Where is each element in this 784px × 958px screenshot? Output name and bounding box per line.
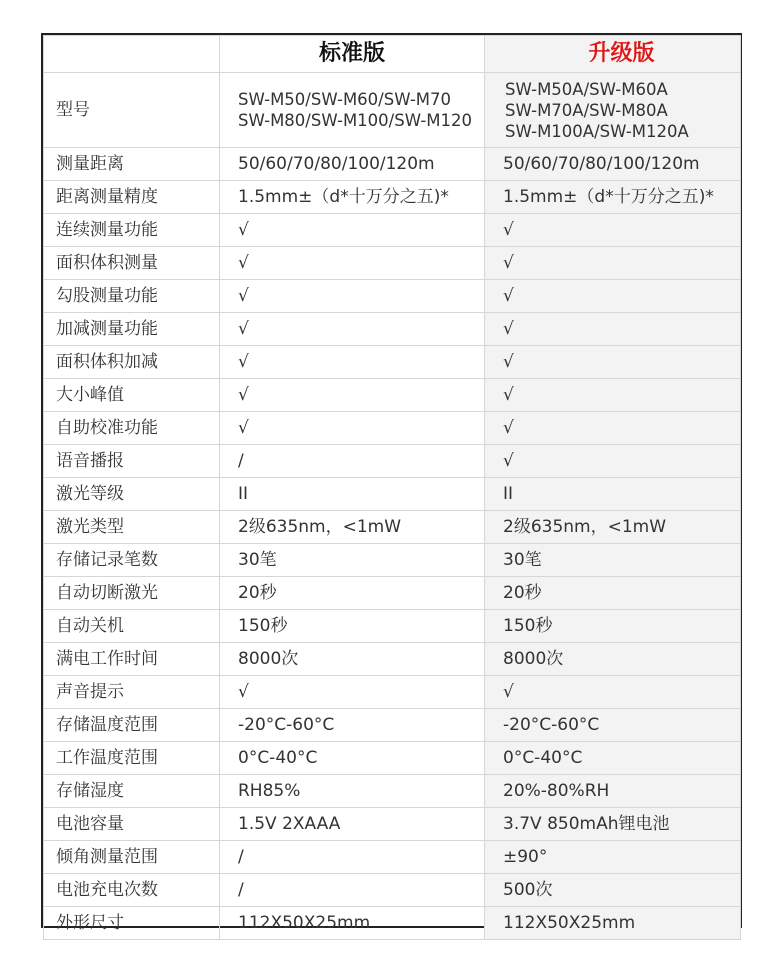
row-label: 距离测量精度 bbox=[44, 181, 220, 214]
model-row bbox=[44, 73, 741, 148]
upgrade-value: 20%-80%RH bbox=[485, 775, 741, 808]
upgrade-value: 0°C-40°C bbox=[485, 742, 741, 775]
standard-value: 20秒 bbox=[220, 577, 485, 610]
spec-row bbox=[44, 313, 741, 346]
standard-value: II bbox=[220, 478, 485, 511]
upgrade-value: 8000次 bbox=[485, 643, 741, 676]
standard-value: 0°C-40°C bbox=[220, 742, 485, 775]
row-label: 大小峰值 bbox=[44, 379, 220, 412]
standard-value: √ bbox=[220, 280, 485, 313]
row-label: 语音播报 bbox=[44, 445, 220, 478]
spec-row bbox=[44, 874, 741, 907]
row-label: 勾股测量功能 bbox=[44, 280, 220, 313]
row-label: 连续测量功能 bbox=[44, 214, 220, 247]
standard-value: / bbox=[220, 841, 485, 874]
spec-row bbox=[44, 214, 741, 247]
upgrade-value: √ bbox=[485, 346, 741, 379]
spec-row bbox=[44, 775, 741, 808]
standard-model-line: SW-M80/SW-M100/SW-M120 bbox=[238, 111, 473, 130]
row-label: 测量距离 bbox=[44, 148, 220, 181]
spec-row bbox=[44, 445, 741, 478]
spec-row bbox=[44, 577, 741, 610]
upgrade-value: √ bbox=[485, 412, 741, 445]
row-label: 自助校准功能 bbox=[44, 412, 220, 445]
row-label: 加减测量功能 bbox=[44, 313, 220, 346]
spec-row bbox=[44, 676, 741, 709]
standard-value: 112X50X25mm bbox=[220, 907, 485, 940]
row-label: 声音提示 bbox=[44, 676, 220, 709]
spec-row bbox=[44, 511, 741, 544]
upgrade-value: √ bbox=[485, 676, 741, 709]
row-label: 外形尺寸 bbox=[44, 907, 220, 940]
spec-row bbox=[44, 148, 741, 181]
row-label: 电池充电次数 bbox=[44, 874, 220, 907]
upgrade-model-line: SW-M100A/SW-M120A bbox=[505, 121, 689, 141]
standard-value: √ bbox=[220, 214, 485, 247]
spec-row bbox=[44, 907, 741, 940]
upgrade-value: 150秒 bbox=[485, 610, 741, 643]
standard-value: 2级635nm，<1mW bbox=[220, 511, 485, 544]
upgrade-value: √ bbox=[485, 445, 741, 478]
upgrade-value: √ bbox=[485, 247, 741, 280]
upgrade-value: 50/60/70/80/100/120m bbox=[485, 148, 741, 181]
upgrade-value: √ bbox=[485, 379, 741, 412]
standard-value: 150秒 bbox=[220, 610, 485, 643]
upgrade-value: 30笔 bbox=[485, 544, 741, 577]
header-row bbox=[44, 36, 741, 73]
upgrade-value: 20秒 bbox=[485, 577, 741, 610]
upgrade-model-cell bbox=[485, 73, 741, 148]
upgrade-value: 1.5mm±（d*十万分之五)* bbox=[485, 181, 741, 214]
standard-value: RH85% bbox=[220, 775, 485, 808]
standard-value: √ bbox=[220, 346, 485, 379]
spec-row bbox=[44, 610, 741, 643]
standard-value: 30笔 bbox=[220, 544, 485, 577]
standard-value: 50/60/70/80/100/120m bbox=[220, 148, 485, 181]
spec-row bbox=[44, 478, 741, 511]
standard-model-line: SW-M50/SW-M60/SW-M70 bbox=[238, 90, 452, 109]
spec-row bbox=[44, 808, 741, 841]
upgrade-value: 3.7V 850mAh锂电池 bbox=[485, 808, 741, 841]
upgrade-value: ±90° bbox=[485, 841, 741, 874]
row-label: 自动切断激光 bbox=[44, 577, 220, 610]
standard-value: √ bbox=[220, 676, 485, 709]
row-label: 面积体积加减 bbox=[44, 346, 220, 379]
upgrade-value: √ bbox=[485, 313, 741, 346]
spec-row bbox=[44, 181, 741, 214]
row-label: 存储湿度 bbox=[44, 775, 220, 808]
standard-value: 8000次 bbox=[220, 643, 485, 676]
spec-row bbox=[44, 709, 741, 742]
upgrade-model-line: SW-M70A/SW-M80A bbox=[505, 100, 668, 120]
standard-value: √ bbox=[220, 313, 485, 346]
standard-value: / bbox=[220, 445, 485, 478]
spec-row bbox=[44, 544, 741, 577]
spec-row bbox=[44, 247, 741, 280]
spec-comparison-sheet bbox=[41, 33, 742, 933]
header-upgrade: 升级版 bbox=[485, 36, 741, 73]
standard-value: √ bbox=[220, 247, 485, 280]
upgrade-value: 112X50X25mm bbox=[485, 907, 741, 940]
header-blank-cell bbox=[44, 36, 220, 73]
standard-value: 1.5V 2XAAA bbox=[220, 808, 485, 841]
spec-row bbox=[44, 742, 741, 775]
upgrade-value: -20°C-60°C bbox=[485, 709, 741, 742]
row-label: 自动关机 bbox=[44, 610, 220, 643]
upgrade-value: II bbox=[485, 478, 741, 511]
row-label: 型号 bbox=[44, 73, 220, 148]
row-label: 存储记录笔数 bbox=[44, 544, 220, 577]
standard-value: √ bbox=[220, 412, 485, 445]
row-label: 倾角测量范围 bbox=[44, 841, 220, 874]
row-label: 工作温度范围 bbox=[44, 742, 220, 775]
row-label: 激光等级 bbox=[44, 478, 220, 511]
standard-value: √ bbox=[220, 379, 485, 412]
row-label: 存储温度范围 bbox=[44, 709, 220, 742]
spec-row bbox=[44, 280, 741, 313]
standard-model-cell bbox=[220, 73, 485, 148]
upgrade-model-line: SW-M50A/SW-M60A bbox=[505, 79, 668, 99]
row-label: 面积体积测量 bbox=[44, 247, 220, 280]
spec-row bbox=[44, 346, 741, 379]
upgrade-value: √ bbox=[485, 214, 741, 247]
header-standard: 标准版 bbox=[220, 36, 485, 73]
row-label: 满电工作时间 bbox=[44, 643, 220, 676]
spec-row bbox=[44, 643, 741, 676]
standard-value: 1.5mm±（d*十万分之五)* bbox=[220, 181, 485, 214]
upgrade-value: 500次 bbox=[485, 874, 741, 907]
upgrade-value: √ bbox=[485, 280, 741, 313]
row-label: 电池容量 bbox=[44, 808, 220, 841]
spec-row bbox=[44, 841, 741, 874]
row-label: 激光类型 bbox=[44, 511, 220, 544]
spec-row bbox=[44, 412, 741, 445]
standard-value: / bbox=[220, 874, 485, 907]
spec-row bbox=[44, 379, 741, 412]
standard-value: -20°C-60°C bbox=[220, 709, 485, 742]
spec-comparison-table bbox=[43, 35, 741, 940]
upgrade-value: 2级635nm，<1mW bbox=[485, 511, 741, 544]
